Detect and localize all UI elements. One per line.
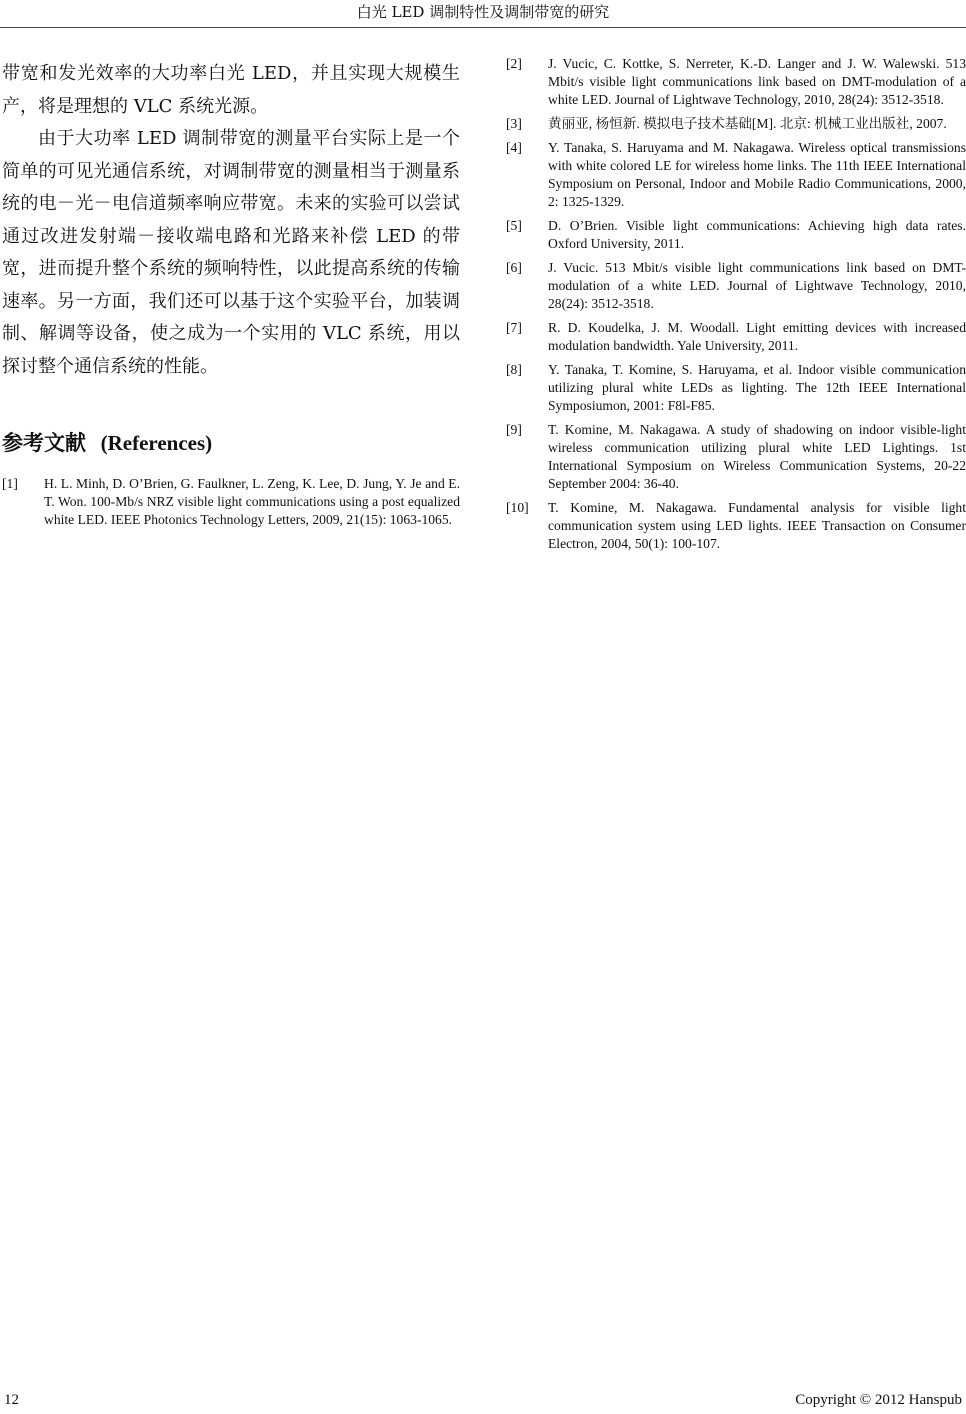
running-header: 白光 LED 调制特性及调制带宽的研究: [356, 3, 610, 21]
reference-item: [506, 139, 966, 211]
reference-item: [506, 115, 966, 133]
copyright-notice: Copyright © 2012 Hanspub: [795, 1392, 962, 1408]
reference-text: R. D. Koudelka, J. M. Woodall. Light emitting devices with increased modulation bandwidth. Yale University, 2011.: [548, 320, 966, 353]
reference-text: Y. Tanaka, S. Haruyama and M. Nakagawa. Wireless optical transmissions with white colored LE for wireless home links. The 11th IEEE International Symposium on Personal, Indoor and Mobile Radio Communications, 2000, 2: 1325-1329.: [548, 140, 966, 209]
reference-text: H. L. Minh, D. O’Brien, G. Faulkner, L. Zeng, K. Lee, D. Jung, Y. Je and E. T. Won. 100-Mb/s NRZ visible light communications using a post equalized white LED. IEEE Photonics Technology Letters, 2009, 21(15): 1063-1065.: [44, 476, 460, 527]
references-heading: [2, 429, 460, 457]
reference-item: [506, 259, 966, 313]
reference-number: [6]: [506, 260, 522, 275]
reference-number: [2]: [506, 56, 522, 71]
reference-item: [506, 421, 966, 493]
reference-item: [2, 475, 460, 529]
reference-number: [9]: [506, 422, 522, 437]
reference-text: J. Vucic. 513 Mbit/s visible light communications link based on DMT-modulation of a white LED. Journal of Lightwave Technology, 2010, 28(24): 3512-3518.: [548, 260, 966, 311]
reference-item: [506, 217, 966, 253]
reference-number: [8]: [506, 362, 522, 377]
reference-number: [3]: [506, 116, 522, 131]
references-heading-en: (References): [100, 431, 213, 455]
right-column: [506, 55, 966, 559]
reference-number: [7]: [506, 320, 522, 335]
reference-number: [1]: [2, 476, 18, 491]
reference-item: [506, 499, 966, 553]
body-text: [2, 58, 460, 383]
reference-item: [506, 319, 966, 355]
reference-item: [506, 361, 966, 415]
references-heading-zh: 参考文献: [2, 431, 86, 455]
reference-text: Y. Tanaka, T. Komine, S. Haruyama, et al. Indoor visible communication utilizing plural white LEDs as lighting. The 12th IEEE International Symposiumon, 2001: F8l-F85.: [548, 362, 966, 413]
reference-text: T. Komine, M. Nakagawa. Fundamental analysis for visible light communication system using LED lights. IEEE Transaction on Consumer Electron, 2004, 50(1): 100-107.: [548, 500, 966, 551]
reference-text: 黄丽亚, 杨恒新. 模拟电子技术基础[M]. 北京: 机械工业出版社, 2007.: [548, 116, 947, 131]
header-rule: [0, 27, 966, 28]
reference-number: [10]: [506, 500, 529, 515]
reference-text: J. Vucic, C. Kottke, S. Nerreter, K.-D. Langer and J. W. Walewski. 513 Mbit/s visible light communications link based on DMT-modulation of a white LED. Journal of Lightwave Technology, 2010, 28(24): 3512-3518.: [548, 56, 966, 107]
reference-number: [4]: [506, 140, 522, 155]
left-column: [2, 58, 460, 535]
body-paragraph: 由于大功率 LED 调制带宽的测量平台实际上是一个简单的可见光通信系统，对调制带宽的测量相当于测量系统的电－光－电信道频率响应带宽。未来的实验可以尝试通过改进发射端－接收端电路和光路来补偿 LED 的带宽，进而提升整个系统的频响特性，以此提高系统的传输速率。另一方面，我们还可以基于这个实验平台，加装调制、解调等设备，使之成为一个实用的 VLC 系统，用以探讨整个通信系统的性能。: [2, 128, 460, 377]
body-paragraph: 带宽和发光效率的大功率白光 LED，并且实现大规模生产，将是理想的 VLC 系统光源。: [2, 63, 460, 117]
reference-text: D. O’Brien. Visible light communications: Achieving high data rates. Oxford University, 2011.: [548, 218, 966, 251]
reference-number: [5]: [506, 218, 522, 233]
reference-item: [506, 55, 966, 109]
reference-text: T. Komine, M. Nakagawa. A study of shadowing on indoor visible-light wireless communication utilizing plural white LED Lightings. 1st International Symposium on Wireless Communication Systems, 20-22 September 2004: 36-40.: [548, 422, 966, 491]
page-number: 12: [4, 1392, 19, 1408]
